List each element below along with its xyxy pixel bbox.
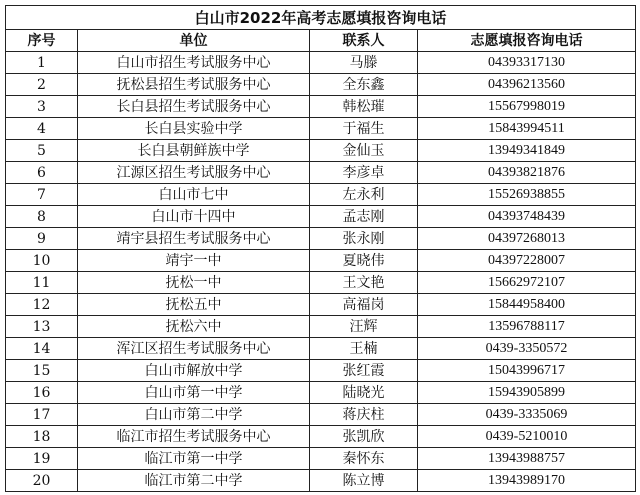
- row-unit-cell: 长白县招生考试服务中心: [78, 96, 310, 118]
- row-index-cell: 7: [6, 184, 78, 206]
- row-unit-cell: 白山市第二中学: [78, 404, 310, 426]
- table-row: [6, 272, 636, 294]
- row-index-cell: 12: [6, 294, 78, 316]
- row-contact-cell: 金仙玉: [310, 140, 418, 162]
- table-body: [6, 52, 636, 492]
- row-index-cell: 20: [6, 470, 78, 492]
- row-index-cell: 13: [6, 316, 78, 338]
- header-index: 序号: [6, 30, 78, 52]
- directory-table: [5, 5, 636, 492]
- row-phone-cell: 15662972107: [418, 272, 636, 294]
- table-row: [6, 52, 636, 74]
- row-unit-cell: 长白县朝鲜族中学: [78, 140, 310, 162]
- row-unit-cell: 江源区招生考试服务中心: [78, 162, 310, 184]
- row-phone-cell: 13596788117: [418, 316, 636, 338]
- row-contact-cell: 汪辉: [310, 316, 418, 338]
- row-contact-cell: 全东鑫: [310, 74, 418, 96]
- table-row: [6, 96, 636, 118]
- table-row: [6, 448, 636, 470]
- table-row: [6, 360, 636, 382]
- table-row: [6, 140, 636, 162]
- row-unit-cell: 长白县实验中学: [78, 118, 310, 140]
- table-row: [6, 184, 636, 206]
- row-phone-cell: 15943905899: [418, 382, 636, 404]
- row-phone-cell: 04396213560: [418, 74, 636, 96]
- row-index-cell: 17: [6, 404, 78, 426]
- header-contact: 联系人: [310, 30, 418, 52]
- table-row: [6, 206, 636, 228]
- row-unit-cell: 临江市第二中学: [78, 470, 310, 492]
- row-unit-cell: 白山市招生考试服务中心: [78, 52, 310, 74]
- row-unit-cell: 临江市招生考试服务中心: [78, 426, 310, 448]
- header-row: [6, 30, 636, 52]
- row-contact-cell: 王文艳: [310, 272, 418, 294]
- row-phone-cell: 15043996717: [418, 360, 636, 382]
- table-row: [6, 404, 636, 426]
- table-row: [6, 426, 636, 448]
- table-row: [6, 228, 636, 250]
- row-phone-cell: 13943988757: [418, 448, 636, 470]
- row-index-cell: 5: [6, 140, 78, 162]
- row-phone-cell: 0439-3335069: [418, 404, 636, 426]
- row-phone-cell: 15843994511: [418, 118, 636, 140]
- row-index-cell: 3: [6, 96, 78, 118]
- row-contact-cell: 韩松璀: [310, 96, 418, 118]
- row-phone-cell: 04393821876: [418, 162, 636, 184]
- row-phone-cell: 13943989170: [418, 470, 636, 492]
- row-phone-cell: 04393748439: [418, 206, 636, 228]
- row-index-cell: 19: [6, 448, 78, 470]
- header-phone: 志愿填报咨询电话: [418, 30, 636, 52]
- row-contact-cell: 高福岗: [310, 294, 418, 316]
- row-phone-cell: 04397228007: [418, 250, 636, 272]
- row-phone-cell: 0439-3350572: [418, 338, 636, 360]
- row-contact-cell: 陈立博: [310, 470, 418, 492]
- table-row: [6, 250, 636, 272]
- title-row: [6, 6, 636, 30]
- row-unit-cell: 白山市第一中学: [78, 382, 310, 404]
- row-index-cell: 2: [6, 74, 78, 96]
- row-phone-cell: 13949341849: [418, 140, 636, 162]
- row-unit-cell: 抚松六中: [78, 316, 310, 338]
- table-row: [6, 316, 636, 338]
- row-unit-cell: 抚松五中: [78, 294, 310, 316]
- row-index-cell: 16: [6, 382, 78, 404]
- table-row: [6, 382, 636, 404]
- row-unit-cell: 靖宇一中: [78, 250, 310, 272]
- row-index-cell: 8: [6, 206, 78, 228]
- table-row: [6, 118, 636, 140]
- row-unit-cell: 临江市第一中学: [78, 448, 310, 470]
- row-unit-cell: 白山市十四中: [78, 206, 310, 228]
- row-index-cell: 9: [6, 228, 78, 250]
- row-contact-cell: 孟志刚: [310, 206, 418, 228]
- table-title: 白山市2022年高考志愿填报咨询电话: [6, 6, 636, 30]
- row-phone-cell: 15844958400: [418, 294, 636, 316]
- row-index-cell: 14: [6, 338, 78, 360]
- row-contact-cell: 王楠: [310, 338, 418, 360]
- row-unit-cell: 靖宇县招生考试服务中心: [78, 228, 310, 250]
- row-unit-cell: 抚松一中: [78, 272, 310, 294]
- row-contact-cell: 张红霞: [310, 360, 418, 382]
- row-phone-cell: 04393317130: [418, 52, 636, 74]
- table-row: [6, 338, 636, 360]
- table-row: [6, 470, 636, 492]
- row-phone-cell: 04397268013: [418, 228, 636, 250]
- table-row: [6, 294, 636, 316]
- row-contact-cell: 张凯欣: [310, 426, 418, 448]
- row-unit-cell: 浑江区招生考试服务中心: [78, 338, 310, 360]
- row-contact-cell: 蒋庆柱: [310, 404, 418, 426]
- header-unit: 单位: [78, 30, 310, 52]
- row-contact-cell: 李彦卓: [310, 162, 418, 184]
- table-row: [6, 74, 636, 96]
- row-contact-cell: 张永刚: [310, 228, 418, 250]
- row-index-cell: 15: [6, 360, 78, 382]
- row-index-cell: 11: [6, 272, 78, 294]
- row-index-cell: 4: [6, 118, 78, 140]
- row-index-cell: 18: [6, 426, 78, 448]
- row-index-cell: 1: [6, 52, 78, 74]
- row-contact-cell: 左永利: [310, 184, 418, 206]
- phone-directory-sheet: [5, 5, 635, 492]
- row-contact-cell: 马滕: [310, 52, 418, 74]
- row-unit-cell: 白山市七中: [78, 184, 310, 206]
- row-phone-cell: 15526938855: [418, 184, 636, 206]
- row-contact-cell: 陆晓光: [310, 382, 418, 404]
- row-index-cell: 6: [6, 162, 78, 184]
- row-phone-cell: 0439-5210010: [418, 426, 636, 448]
- row-contact-cell: 秦怀东: [310, 448, 418, 470]
- row-contact-cell: 夏晓伟: [310, 250, 418, 272]
- row-unit-cell: 抚松县招生考试服务中心: [78, 74, 310, 96]
- row-contact-cell: 于福生: [310, 118, 418, 140]
- row-index-cell: 10: [6, 250, 78, 272]
- row-unit-cell: 白山市解放中学: [78, 360, 310, 382]
- row-phone-cell: 15567998019: [418, 96, 636, 118]
- table-row: [6, 162, 636, 184]
